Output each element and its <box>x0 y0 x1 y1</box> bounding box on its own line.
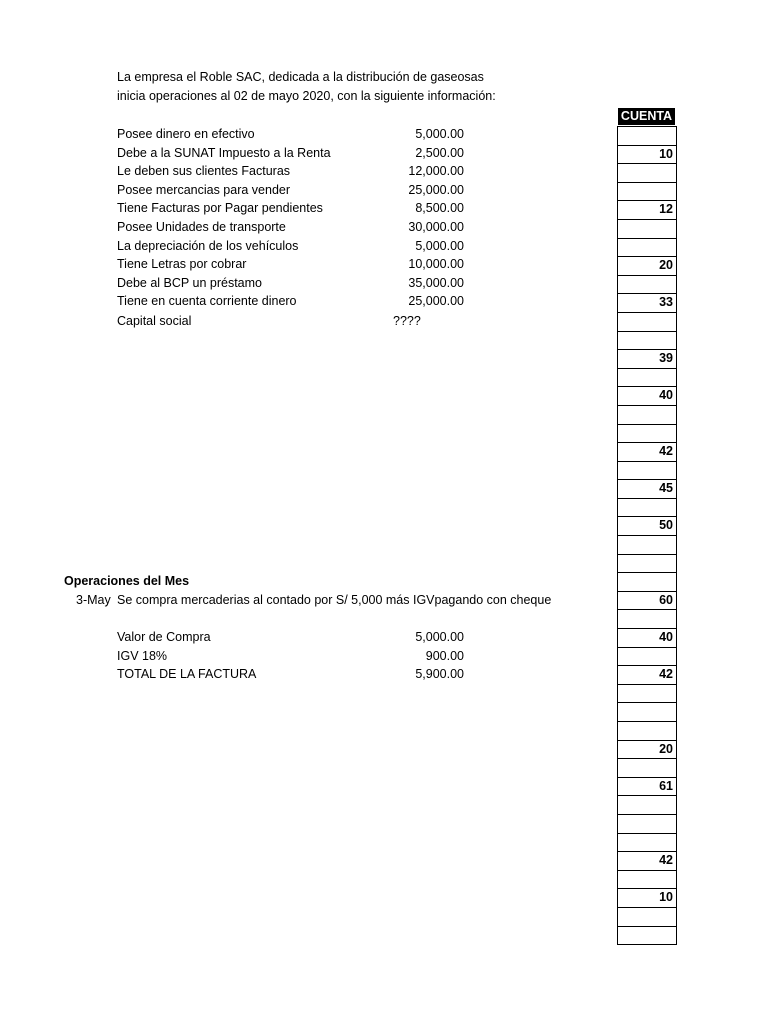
info-amount: 25,000.00 <box>408 294 464 308</box>
cuenta-cell <box>618 239 676 258</box>
cuenta-cell <box>618 927 676 946</box>
invoice-label: Valor de Compra <box>117 630 211 644</box>
cuenta-cell: 42 <box>618 666 676 685</box>
cuenta-cell <box>618 573 676 592</box>
capital-amount: ???? <box>393 314 421 328</box>
info-amount: 35,000.00 <box>408 276 464 290</box>
cuenta-cell <box>618 796 676 815</box>
cuenta-cell: 20 <box>618 257 676 276</box>
cuenta-cell: 10 <box>618 146 676 165</box>
operation-date: 3-May <box>76 593 111 607</box>
invoice-amount: 900.00 <box>425 649 464 663</box>
cuenta-cell <box>618 164 676 183</box>
cuenta-cell <box>618 406 676 425</box>
invoice-label: IGV 18% <box>117 649 168 663</box>
operation-description: Se compra mercaderias al contado por S/ 5,000 más IGVpagando con cheque <box>117 593 552 607</box>
info-amount: 30,000.00 <box>408 220 464 234</box>
cuenta-cell <box>618 499 676 518</box>
info-label: Tiene Letras por cobrar <box>117 257 247 271</box>
info-amount: 25,000.00 <box>408 183 464 197</box>
info-label: Debe a la SUNAT Impuesto a la Renta <box>117 146 331 160</box>
cuenta-cell <box>618 815 676 834</box>
invoice-amount: 5,000.00 <box>415 630 464 644</box>
cuenta-cell: 50 <box>618 517 676 536</box>
cuenta-cell <box>618 871 676 890</box>
intro-line-1: La empresa el Roble SAC, dedicada a la distribución de gaseosas <box>117 70 484 84</box>
info-amount: 5,000.00 <box>415 127 464 141</box>
info-label: Posee mercancias para vender <box>117 183 291 197</box>
info-amount: 5,000.00 <box>415 239 464 253</box>
cuenta-column <box>617 126 677 945</box>
info-label: Tiene Facturas por Pagar pendientes <box>117 201 323 215</box>
cuenta-cell: 39 <box>618 350 676 369</box>
cuenta-cell: 42 <box>618 852 676 871</box>
cuenta-cell <box>618 759 676 778</box>
cuenta-cell <box>618 183 676 202</box>
invoice-amount: 5,900.00 <box>415 667 464 681</box>
cuenta-cell <box>618 332 676 351</box>
cuenta-cell <box>618 127 676 146</box>
operations-title: Operaciones del Mes <box>64 574 190 588</box>
cuenta-header: CUENTA <box>618 108 675 125</box>
info-label: Le deben sus clientes Facturas <box>117 164 291 178</box>
cuenta-cell <box>618 536 676 555</box>
cuenta-cell <box>618 555 676 574</box>
cuenta-cell <box>618 834 676 853</box>
cuenta-cell <box>618 313 676 332</box>
cuenta-cell <box>618 462 676 481</box>
capital-label: Capital social <box>117 314 192 328</box>
info-label: Posee Unidades de transporte <box>117 220 286 234</box>
cuenta-cell <box>618 648 676 667</box>
info-label: Posee dinero en efectivo <box>117 127 255 141</box>
cuenta-cell <box>618 220 676 239</box>
cuenta-cell: 33 <box>618 294 676 313</box>
cuenta-cell: 20 <box>618 741 676 760</box>
cuenta-cell: 40 <box>618 629 676 648</box>
cuenta-cell: 60 <box>618 592 676 611</box>
cuenta-cell: 10 <box>618 889 676 908</box>
cuenta-cell: 61 <box>618 778 676 797</box>
cuenta-cell <box>618 908 676 927</box>
info-label: Tiene en cuenta corriente dinero <box>117 294 297 308</box>
cuenta-cell <box>618 369 676 388</box>
cuenta-cell <box>618 722 676 741</box>
info-amount: 2,500.00 <box>415 146 464 160</box>
cuenta-cell: 40 <box>618 387 676 406</box>
info-label: Debe al BCP un préstamo <box>117 276 262 290</box>
info-amount: 12,000.00 <box>408 164 464 178</box>
cuenta-cell <box>618 610 676 629</box>
info-amount: 8,500.00 <box>415 201 464 215</box>
cuenta-cell <box>618 425 676 444</box>
invoice-label: TOTAL DE LA FACTURA <box>117 667 257 681</box>
cuenta-cell: 45 <box>618 480 676 499</box>
info-amount: 10,000.00 <box>408 257 464 271</box>
cuenta-cell: 42 <box>618 443 676 462</box>
cuenta-cell <box>618 276 676 295</box>
cuenta-cell: 12 <box>618 201 676 220</box>
cuenta-cell <box>618 685 676 704</box>
cuenta-cell <box>618 703 676 722</box>
intro-line-2: inicia operaciones al 02 de mayo 2020, con la siguiente información: <box>117 89 496 103</box>
info-label: La depreciación de los vehículos <box>117 239 299 253</box>
